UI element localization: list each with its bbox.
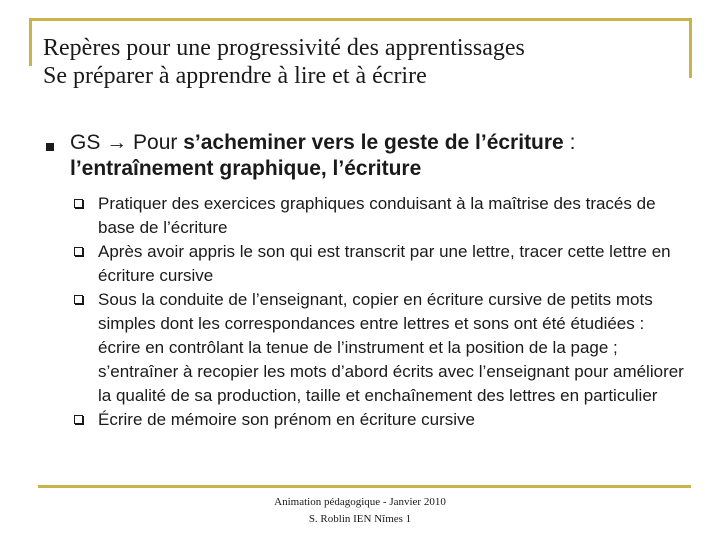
list-item [98, 192, 688, 240]
main-bullet-prefix: GS → Pour [70, 131, 184, 154]
list-item-text: Écrire de mémoire son prénom en écriture cursive [98, 410, 475, 429]
slide-title-line1: Repères pour une progressivité des apprentissages [43, 35, 525, 61]
frame-bottom-rule [38, 485, 691, 488]
list-item [98, 408, 688, 432]
footer-line2: S. Roblin IEN Nîmes 1 [308, 513, 412, 525]
list-item [98, 288, 688, 408]
main-bullet-square-icon [46, 143, 54, 151]
sub-bullet-list [98, 192, 688, 432]
frame-top-rule [29, 18, 692, 21]
frame-right-accent [689, 18, 692, 78]
main-bullet-bold: s’acheminer vers le geste de l’écriture [183, 131, 564, 154]
slide-title [43, 34, 525, 90]
list-item-text: Après avoir appris le son qui est transcrit par une lettre, tracer cette lettre en écriture cursive [98, 242, 671, 285]
footer-line1: Animation pédagogique - Janvier 2010 [274, 496, 446, 508]
hollow-square-bullet-icon [74, 199, 83, 208]
list-item-text: Pratiquer des exercices graphiques conduisant à la maîtrise des tracés de base de l’écriture [98, 194, 656, 237]
main-bullet-middle: : [563, 131, 576, 154]
list-item-text: Sous la conduite de l’enseignant, copier en écriture cursive de petits mots simples dont les correspondances entre lettres et sons ont été étudiées : écrire en contrôlant la tenue de l’instrument et la position de la page ; s’entraîner à recopier les mots d’abord écrits avec l’enseignant pour améliorer la qualité de sa production, taille et enchaînement des lettres en particulier [98, 290, 684, 405]
hollow-square-bullet-icon [74, 247, 83, 256]
hollow-square-bullet-icon [74, 295, 83, 304]
main-bullet-bold-tail: l’entraînement graphique, l’écriture [70, 157, 422, 180]
hollow-square-bullet-icon [74, 415, 83, 424]
slide-footer [210, 494, 510, 528]
slide-title-line2: Se préparer à apprendre à lire et à écrire [43, 63, 427, 89]
list-item [98, 240, 688, 288]
main-bullet-text [70, 130, 680, 182]
frame-left-accent [29, 18, 32, 66]
